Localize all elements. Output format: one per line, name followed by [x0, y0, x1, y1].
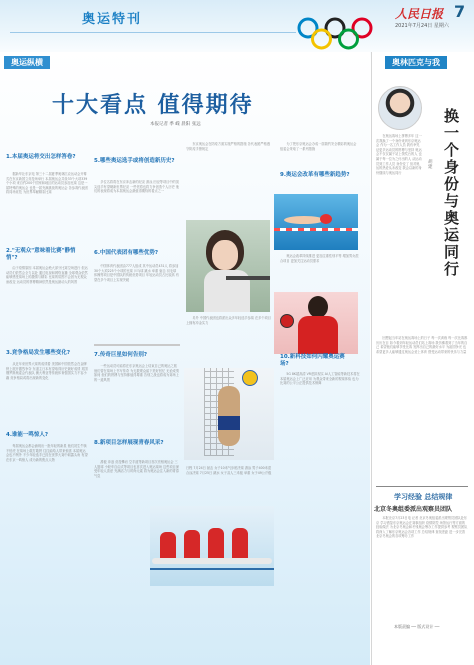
byline: 本报记者 季 嵘 晨阳 张远 — [150, 122, 201, 127]
editor-credits: 本版责编 ── 版式设计 ── — [394, 624, 440, 629]
rowing-photo — [150, 506, 274, 586]
article-text-block: 多位名将将在东京冲击新的纪录 游泳 田径等项目中的顶尖选手有望刷新世界纪录 一些老将也将力争创造个人历史 他们的表现将成为本届奥运会最值得期待的看点之一 — [94, 180, 179, 194]
header-divider — [10, 32, 296, 33]
article-text-block: 一些运动员可能将在东京奥运会上结束自己的奥运之旅 他们曾在赛场上书写传奇 为无数观众留下美好回忆 无论成绩如何 他们的拼搏与坚持都值得尊重 告别之战也将成为赛场上的一道风景 — [94, 364, 179, 382]
article-text-block: 奥运会改革持续推进 更加注重性别平等 增加男女混合项目 更加关注运动员需求 — [280, 254, 359, 263]
masthead: 人民日报 — [395, 7, 444, 21]
article-text-block: 东京奥运会在防疫方面实施严格的措施 各代表团严格遵守防疫手册规定 — [186, 142, 270, 151]
shooting-athlete-photo — [186, 220, 270, 312]
tag-right: 奥林匹克与我 — [385, 56, 447, 69]
schedule-list: 日程 7月24日 射击 女子10米气步枪决赛 游泳 男子400米混合泳决赛 7月25日 跳水 女子双人三米板 举重 女子49公斤级 — [186, 466, 272, 475]
question-9: 9.奥运会改革有哪些新趋势? — [280, 172, 350, 178]
section-title: 奥运特刊 — [82, 12, 143, 27]
article-text-block: 从近年来世界大赛的成绩看 美国和中国依然会在金牌榜上展开激烈争夺 东道主日本有望取得历史最好成绩 英国 俄罗斯奥委会代表队 澳大利亚等传统体育强国实力不容小觑 竞争格局或将出现新的变化 — [6, 362, 88, 380]
question-7: 7.传奇巨星如何告别? — [94, 352, 148, 358]
author-avatar — [378, 86, 422, 130]
article-text-block: 另外 中国代表团也将派出众多年轻选手参赛 在多个项目上拥有冲金实力 — [186, 316, 271, 325]
headline: 十大看点 值得期待 — [52, 93, 254, 118]
column-title: 换一个身份与奥运同行 — [444, 107, 460, 278]
olympic-rings-icon — [296, 16, 374, 52]
side-article-kicker: 学习经验 总结规律 — [394, 493, 453, 501]
article-text-block: 为了把东京奥运会办成一届简约安全精彩的奥运会 组委会采取了一系列措施 — [280, 142, 357, 151]
side-article-title: 北京冬奥组委派出观察员团队 — [374, 506, 453, 513]
section-divider — [94, 344, 180, 346]
question-1: 1.本届奥运将交出怎样答卷? — [6, 154, 76, 160]
column-text: 回想起当年站在奥运赛场上的日子 每一次训练 每一次比赛都历历在目 如今看到年轻运动员们站上赛场 我仿佛看到了当年的自己 希望他们能够享受比赛 发挥出自己的最好水平 为祖国争光 也希望更多人能够通过奥运会爱上体育 感受运动带来的快乐与力量 — [376, 336, 468, 354]
question-8: 8.新项目怎样展现青春风采? — [94, 440, 164, 446]
section-divider — [376, 486, 468, 487]
column-text: 在奥运赛场上拼搏多年 这一次我换了一个身份来到东京奥运会 作为一名工作人员 我有幸见证更多运动员的拼搏与坚持 奥运会不仅仅属于站上领奖台的人 也属于每一位为之付出的人 从运动员到工作人员 身份变了 但对奥运的热爱从未改变 我会以新的身份继续与奥运同行 — [376, 134, 422, 175]
tag-left: 奥运纵横 — [4, 56, 50, 69]
column-author: 胡 建 — [428, 160, 433, 170]
side-article-text: 本报北京7月23日电 记者 北京冬奥组委派出观察员团队赴东京 学习借鉴东京奥运会在赛事组织 疫情防控 场馆运行等方面的经验做法 为北京冬奥会和冬残奥会筹办工作提供参考 观察员团队将深入了解东京奥运会各项工作 总结规律 查找差距 进一步完善北京冬奥会的各项筹办工作 — [376, 516, 468, 539]
article-text-block: 由于疫情原因 本届奥运会绝大部分比赛空场进行 但运动员们依然会全力以赴 通过电视和网络直播 全球观众依然能够感受赛场上的激情与精彩 比赛的氛围不会因为无观众而改变 运动员的拼搏精神依然是奥运最动人的风景 — [6, 266, 88, 284]
article-text-block: 据新华社东京电 第三十二届夏季奥林匹克运动会开幕式在东京新国立竞技场举行 本届奥运会共设33个大项339个小项 来自约200个国家和地区的运动员参加比赛 这是一届特殊的奥运会 也是一届充满挑战的奥运会 各参赛代表团将同场竞技 为世界奉献精彩比赛 — [6, 172, 88, 195]
question-5: 5.哪些奥运选手或将创造新历史? — [94, 158, 175, 164]
article-text-block: 每届奥运会都会涌现出一批年轻的新星 他们初生牛犊不怕虎 在赛场上敢打敢拼 往往能给人带来惊喜 本届奥运会也不例外 不少年轻选手已经在世界大赛中崭露头角 有望在东京一鸣惊人 成为新的焦点人物 — [6, 444, 88, 462]
article-text-block: 5G 8K超高清 VR虚拟现实 AI人工智能等新技术将在本届奥运会上广泛应用 为观众带来全新的观赛体验 也为比赛的公平公正提供技术保障 — [280, 372, 360, 386]
question-3: 3.竞争格局发生哪些变化? — [6, 350, 71, 356]
table-tennis-photo — [274, 292, 358, 354]
article-text-block: 滑板 冲浪 竞技攀岩 空手道等新项目首次亮相奥运会 三人篮球 小轮车自由式等项目也首次进入奥运赛场 这些项目深受年轻人喜爱 充满活力与时尚元素 将为奥运会注入新的青春气息 — [94, 460, 179, 478]
swimming-photo — [274, 194, 358, 250]
question-2: 2."无观众"意味着比赛"静悄悄"? — [6, 248, 76, 261]
question-4: 4.谁能一鸣惊人? — [6, 432, 49, 438]
article-text-block: 中国体育代表团由777人组成 其中运动员431人 将参加30个大项225个小项的比赛 乒乓球 跳水 举重 射击 羽毛球 体操等项目是中国队的传统优势项目 年轻运动员占比较高 有望在多个项目上实现突破 — [94, 264, 179, 282]
question-10: 10.新科技如何闪耀奥运赛场? — [280, 354, 345, 367]
question-6: 6.中国代表团有哪些优势? — [94, 250, 159, 256]
volleyball-photo — [184, 368, 274, 460]
date-line: 2021年7月24日 星期六 — [395, 23, 449, 29]
page-number: 7 — [454, 2, 466, 21]
